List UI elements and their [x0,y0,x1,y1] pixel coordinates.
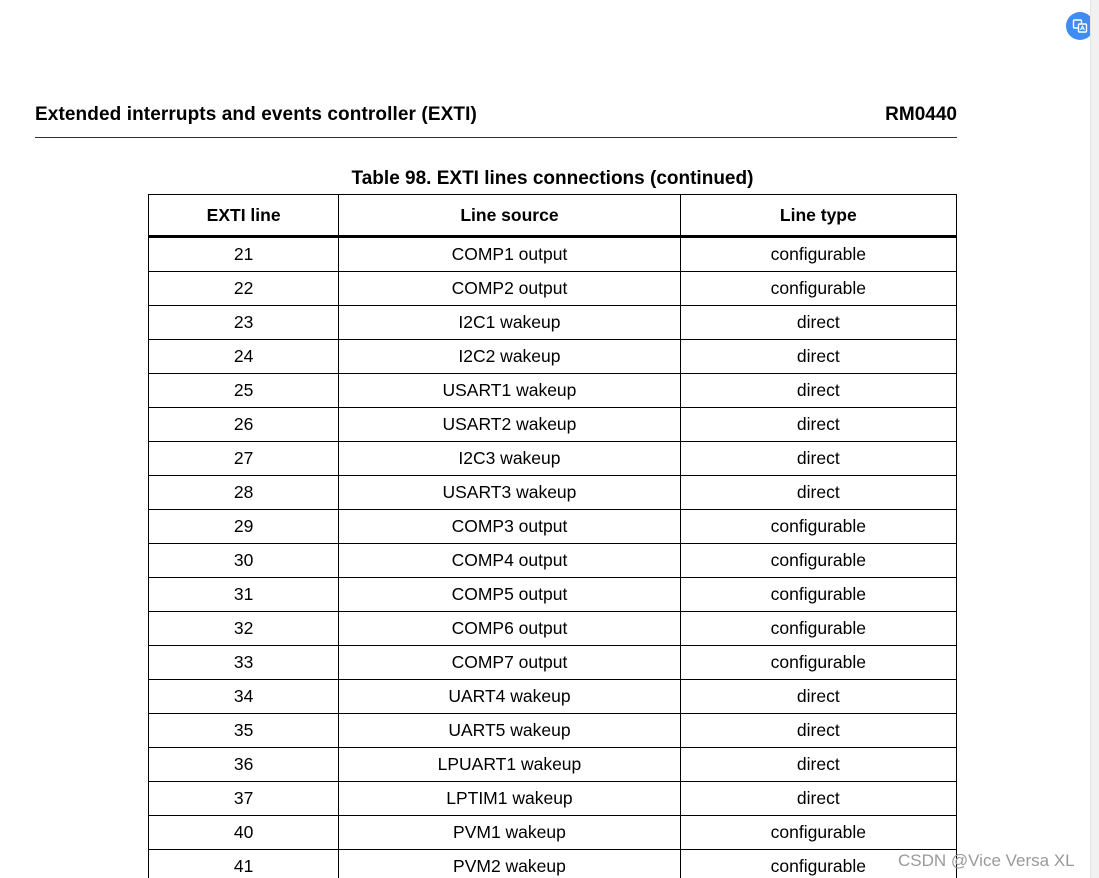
cell-exti-line: 40 [149,816,339,850]
cell-exti-line: 35 [149,714,339,748]
cell-line-type: configurable [680,272,956,306]
cell-line-source: I2C2 wakeup [339,340,680,374]
cell-exti-line: 34 [149,680,339,714]
cell-line-type: direct [680,340,956,374]
cell-line-type: direct [680,476,956,510]
cell-exti-line: 41 [149,850,339,878]
cell-exti-line: 37 [149,782,339,816]
table-header-row [149,195,957,237]
scrollbar[interactable] [1090,0,1099,878]
cell-line-source: COMP4 output [339,544,680,578]
cell-line-type: configurable [680,578,956,612]
cell-exti-line: 22 [149,272,339,306]
cell-exti-line: 21 [149,237,339,272]
section-title: Extended interrupts and events controller (EXTI) [35,104,477,125]
cell-exti-line: 26 [149,408,339,442]
table-row [149,782,957,816]
column-header-line-type: Line type [680,195,956,237]
cell-line-type: direct [680,782,956,816]
table-row [149,544,957,578]
table-caption: Table 98. EXTI lines connections (continued) [351,168,754,189]
watermark: CSDN @Vice Versa XL [898,851,1075,870]
cell-exti-line: 29 [149,510,339,544]
table-row [149,476,957,510]
cell-exti-line: 25 [149,374,339,408]
cell-line-source: COMP1 output [339,237,680,272]
cell-line-source: COMP3 output [339,510,680,544]
cell-line-type: configurable [680,510,956,544]
page-header [35,104,957,138]
cell-exti-line: 28 [149,476,339,510]
table-row [149,850,957,878]
cell-line-type: configurable [680,850,956,878]
cell-line-type: direct [680,374,956,408]
table-row [149,237,957,272]
cell-line-type: direct [680,714,956,748]
cell-exti-line: 30 [149,544,339,578]
cell-exti-line: 31 [149,578,339,612]
cell-exti-line: 32 [149,612,339,646]
cell-line-source: COMP7 output [339,646,680,680]
cell-line-type: direct [680,408,956,442]
translate-icon [1072,18,1088,34]
cell-exti-line: 24 [149,340,339,374]
table-row [149,680,957,714]
cell-line-source: I2C3 wakeup [339,442,680,476]
cell-line-type: configurable [680,816,956,850]
cell-line-type: direct [680,306,956,340]
cell-line-type: configurable [680,544,956,578]
table-row [149,714,957,748]
table-row [149,442,957,476]
cell-line-source: LPUART1 wakeup [339,748,680,782]
exti-lines-table [148,194,957,878]
cell-line-source: I2C1 wakeup [339,306,680,340]
cell-exti-line: 27 [149,442,339,476]
cell-line-type: direct [680,748,956,782]
table-row [149,374,957,408]
column-header-exti-line: EXTI line [149,195,339,237]
table-row [149,578,957,612]
cell-line-source: USART3 wakeup [339,476,680,510]
document-id: RM0440 [885,104,957,125]
cell-line-type: configurable [680,237,956,272]
column-header-line-source: Line source [339,195,680,237]
table-row [149,306,957,340]
cell-line-source: LPTIM1 wakeup [339,782,680,816]
table-body [149,237,957,878]
cell-line-source: USART2 wakeup [339,408,680,442]
cell-line-source: COMP2 output [339,272,680,306]
table-row [149,272,957,306]
cell-line-source: USART1 wakeup [339,374,680,408]
cell-exti-line: 23 [149,306,339,340]
cell-line-type: direct [680,442,956,476]
cell-line-source: UART5 wakeup [339,714,680,748]
cell-line-type: configurable [680,612,956,646]
table-row [149,816,957,850]
table-row [149,510,957,544]
cell-line-source: PVM2 wakeup [339,850,680,878]
cell-line-source: UART4 wakeup [339,680,680,714]
table-row [149,408,957,442]
cell-line-source: COMP6 output [339,612,680,646]
table-row [149,646,957,680]
cell-line-source: COMP5 output [339,578,680,612]
table-row [149,340,957,374]
cell-exti-line: 36 [149,748,339,782]
table-row [149,748,957,782]
cell-line-source: PVM1 wakeup [339,816,680,850]
cell-line-type: direct [680,680,956,714]
cell-exti-line: 33 [149,646,339,680]
table-row [149,612,957,646]
cell-line-type: configurable [680,646,956,680]
